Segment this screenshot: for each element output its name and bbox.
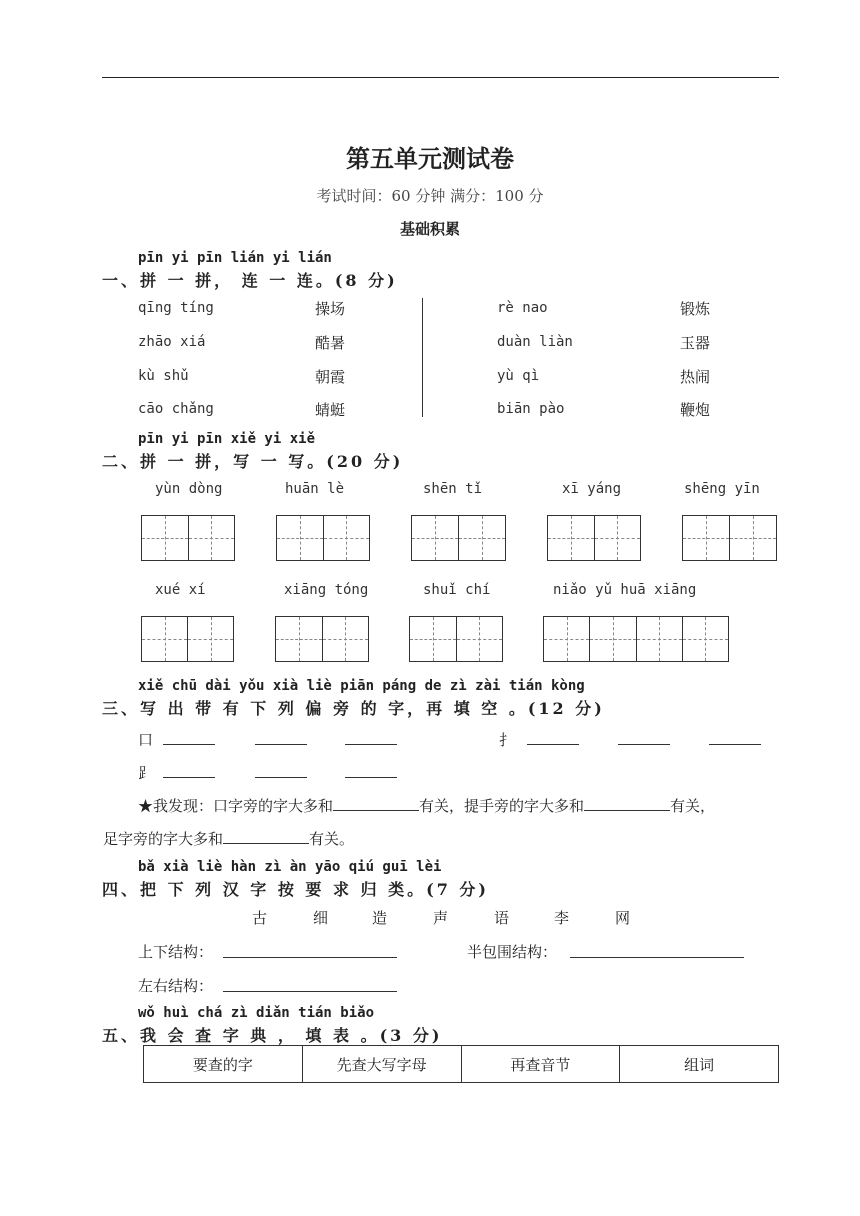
q5-heading: 五、我 会 查 字 典 ， 填 表 。(3 分) (102, 1026, 443, 1045)
q2-prompt: shuǐ chí (423, 582, 491, 598)
answer-blank[interactable] (527, 730, 579, 745)
q2-pinyin: pīn yi pīn xiě yi xiě (138, 431, 316, 447)
q5-pinyin: wǒ huì chá zì diǎn tián biǎo (138, 1005, 375, 1021)
q3-heading: 三、写 出 带 有 下 列 偏 旁 的 字，再 填 空 。(12 分) (102, 699, 605, 718)
table-header-cell: 要查的字 (144, 1046, 303, 1083)
q1-right-pinyin: rè nao (497, 300, 548, 316)
q1-left-pinyin: kù shǔ (138, 368, 189, 384)
answer-blank[interactable] (223, 943, 397, 958)
q1-left-pinyin: qīng tíng (138, 300, 214, 316)
top-bottom-label: 上下结构： (138, 943, 214, 961)
writing-grid[interactable] (141, 515, 235, 561)
q2-prompt: shēng yīn (684, 481, 760, 497)
q4-char: 语 (494, 909, 510, 927)
discover-text: 足字旁的字大多和 (103, 830, 224, 848)
q2-prompt: xī yáng (562, 481, 622, 497)
q2-prompt: xiāng tóng (284, 582, 369, 598)
table-header-cell: 组词 (620, 1046, 779, 1083)
q1-right-word: 玉器 (680, 334, 711, 352)
q1-divider (422, 298, 423, 417)
q1-right-word: 鞭炮 (680, 401, 711, 419)
q4-pinyin: bǎ xià liè hàn zì àn yāo qiú guī lèi (138, 859, 442, 875)
writing-grid[interactable] (411, 515, 506, 561)
section-subtitle: 基础积累 (399, 220, 460, 238)
writing-grid[interactable] (141, 616, 234, 662)
writing-grid[interactable] (275, 616, 369, 662)
answer-blank[interactable] (255, 763, 307, 778)
q1-left-word: 朝霞 (315, 368, 346, 386)
writing-grid[interactable] (682, 515, 777, 561)
q1-pinyin: pīn yi pīn lián yi lián (138, 250, 332, 266)
answer-blank[interactable] (345, 730, 397, 745)
q1-heading: 一、拼 一 拼， 连 一 连。(8 分) (102, 271, 398, 290)
left-right-label: 左右结构： (138, 977, 214, 995)
answer-blank[interactable] (709, 730, 761, 745)
radical-foot: ⻊ (138, 764, 154, 782)
writing-grid[interactable] (409, 616, 503, 662)
table-row (144, 1046, 779, 1083)
discover-line-1 (138, 795, 715, 816)
q1-left-pinyin: cāo chǎng (138, 401, 214, 417)
answer-blank[interactable] (584, 796, 670, 811)
dictionary-table (143, 1045, 779, 1083)
half-enclosed-label: 半包围结构： (467, 943, 558, 961)
q2-prompt: huān lè (285, 481, 345, 497)
q2-prompt: shēn tǐ (423, 481, 483, 497)
q4-char: 李 (554, 909, 570, 927)
answer-blank[interactable] (345, 763, 397, 778)
q2-heading: 二、拼 一 拼，写 一 写。(20 分) (102, 452, 404, 471)
q4-char: 声 (433, 909, 449, 927)
q2-prompt: niǎo yǔ huā xiāng (553, 582, 697, 598)
q1-left-word: 操场 (315, 300, 346, 318)
discover-text: ★我发现：口字旁的字大多和 (138, 797, 334, 815)
radical-hand: 扌 (499, 731, 515, 749)
q1-right-pinyin: duàn liàn (497, 334, 573, 350)
q1-right-word: 热闹 (680, 368, 711, 386)
table-header-cell: 再查音节 (461, 1046, 620, 1083)
q4-heading: 四、把 下 列 汉 字 按 要 求 归 类。(7 分) (102, 880, 489, 899)
q1-right-pinyin: yù qì (497, 368, 540, 384)
discover-line-2 (103, 828, 354, 849)
q4-char: 造 (372, 909, 388, 927)
discover-text: 有关。 (309, 830, 355, 848)
answer-blank[interactable] (255, 730, 307, 745)
exam-meta: 考试时间：60 分钟 满分：100 分 (316, 187, 544, 205)
writing-grid[interactable] (547, 515, 641, 561)
answer-blank[interactable] (163, 730, 215, 745)
discover-text: 有关，提手旁的字大多和 (419, 797, 585, 815)
answer-blank[interactable] (618, 730, 670, 745)
q4-char: 细 (313, 909, 329, 927)
q3-pinyin: xiě chū dài yǒu xià liè piān páng de zì zài tián kòng (138, 678, 585, 694)
answer-blank[interactable] (333, 796, 419, 811)
answer-blank[interactable] (223, 829, 309, 844)
q1-right-pinyin: biān pào (497, 401, 565, 417)
table-header-cell: 先查大写字母 (302, 1046, 461, 1083)
writing-grid[interactable] (543, 616, 729, 662)
q1-left-pinyin: zhāo xiá (138, 334, 206, 350)
q1-left-word: 酷暑 (315, 334, 346, 352)
q4-char: 古 (252, 909, 268, 927)
writing-grid[interactable] (276, 515, 370, 561)
radical-mouth: 口 (138, 731, 154, 749)
q1-right-word: 锻炼 (680, 300, 711, 318)
q1-left-word: 蜻蜓 (315, 401, 346, 419)
page-title: 第五单元测试卷 (346, 144, 514, 173)
discover-text: 有关， (670, 797, 716, 815)
header-rule (102, 77, 779, 78)
answer-blank[interactable] (163, 763, 215, 778)
answer-blank[interactable] (223, 977, 397, 992)
q2-prompt: xué xí (155, 582, 206, 598)
q4-char: 网 (615, 909, 631, 927)
answer-blank[interactable] (570, 943, 744, 958)
q2-prompt: yùn dòng (155, 481, 223, 497)
